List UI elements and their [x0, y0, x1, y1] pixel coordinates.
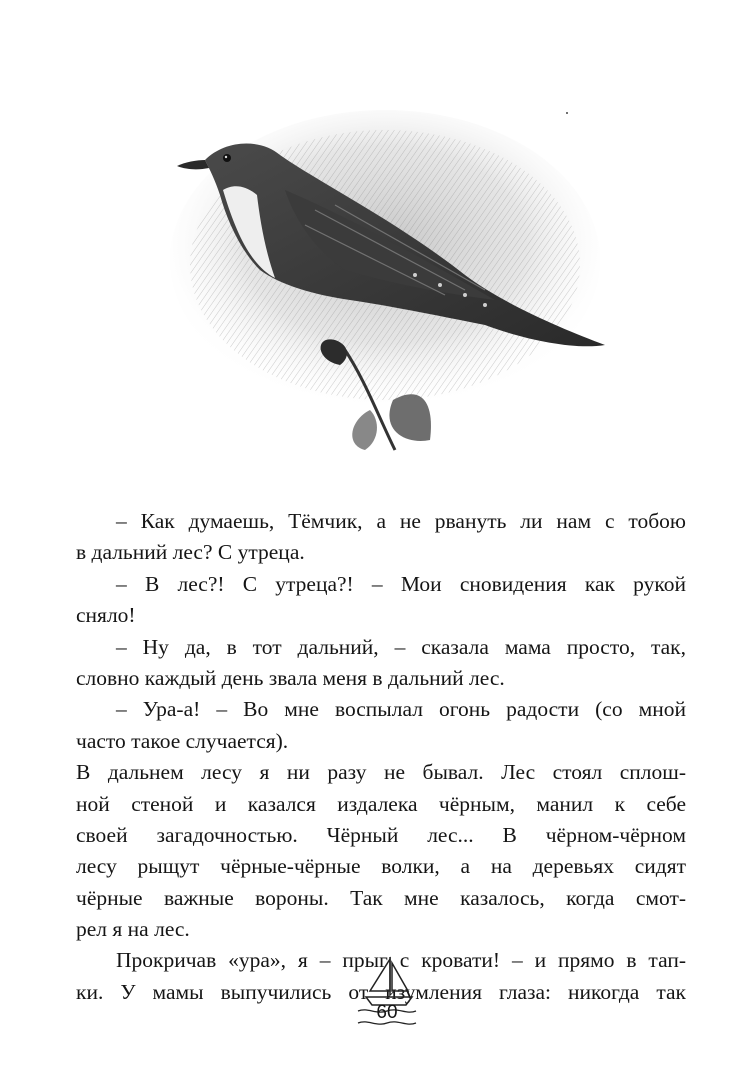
- text-line: ки. У мамы выпучились от изумления глаза: никогда так: [76, 979, 686, 1004]
- text-line: – Ура-а! – Во мне воспылал огонь радости (со мной: [116, 697, 686, 722]
- text-line: Прокричав «ура», я – прыг с кровати! – и прямо в тап-: [116, 948, 686, 973]
- stray-dot: [566, 112, 568, 114]
- text-line: в дальний лес? С утреца.: [76, 540, 305, 565]
- text-line: – Как думаешь, Тёмчик, а не рвануть ли нам с тобою: [116, 509, 686, 533]
- text-line: лесу рыщут чёрные-чёрные волки, а на деревьях сидят: [76, 854, 686, 879]
- text-line: – В лес?! С утреца?! – Мои сновидения как рукой: [116, 571, 686, 596]
- text-line: сняло!: [76, 603, 136, 628]
- text-line: словно каждый день звала меня в дальний лес.: [76, 665, 505, 690]
- text-line: рел я на лес.: [76, 917, 190, 942]
- text-line: В дальнем лесу я ни разу не бывал. Лес стоял сплош-: [76, 760, 686, 785]
- page-number: 60: [376, 1002, 398, 1023]
- cuckoo-bird-drawing-icon: [165, 100, 615, 460]
- text-line: своей загадочностью. Чёрный лес... В чёрном-чёрном: [76, 822, 686, 847]
- text-line: – Ну да, в тот дальний, – сказала мама просто, так,: [116, 634, 686, 659]
- text-line: чёрные важные вороны. Так мне казалось, когда смот-: [76, 885, 686, 910]
- text-line: часто такое случается).: [76, 728, 289, 753]
- text-line: ной стеной и казался издалека чёрным, манил к себе: [76, 791, 686, 816]
- body-text: [76, 506, 686, 1008]
